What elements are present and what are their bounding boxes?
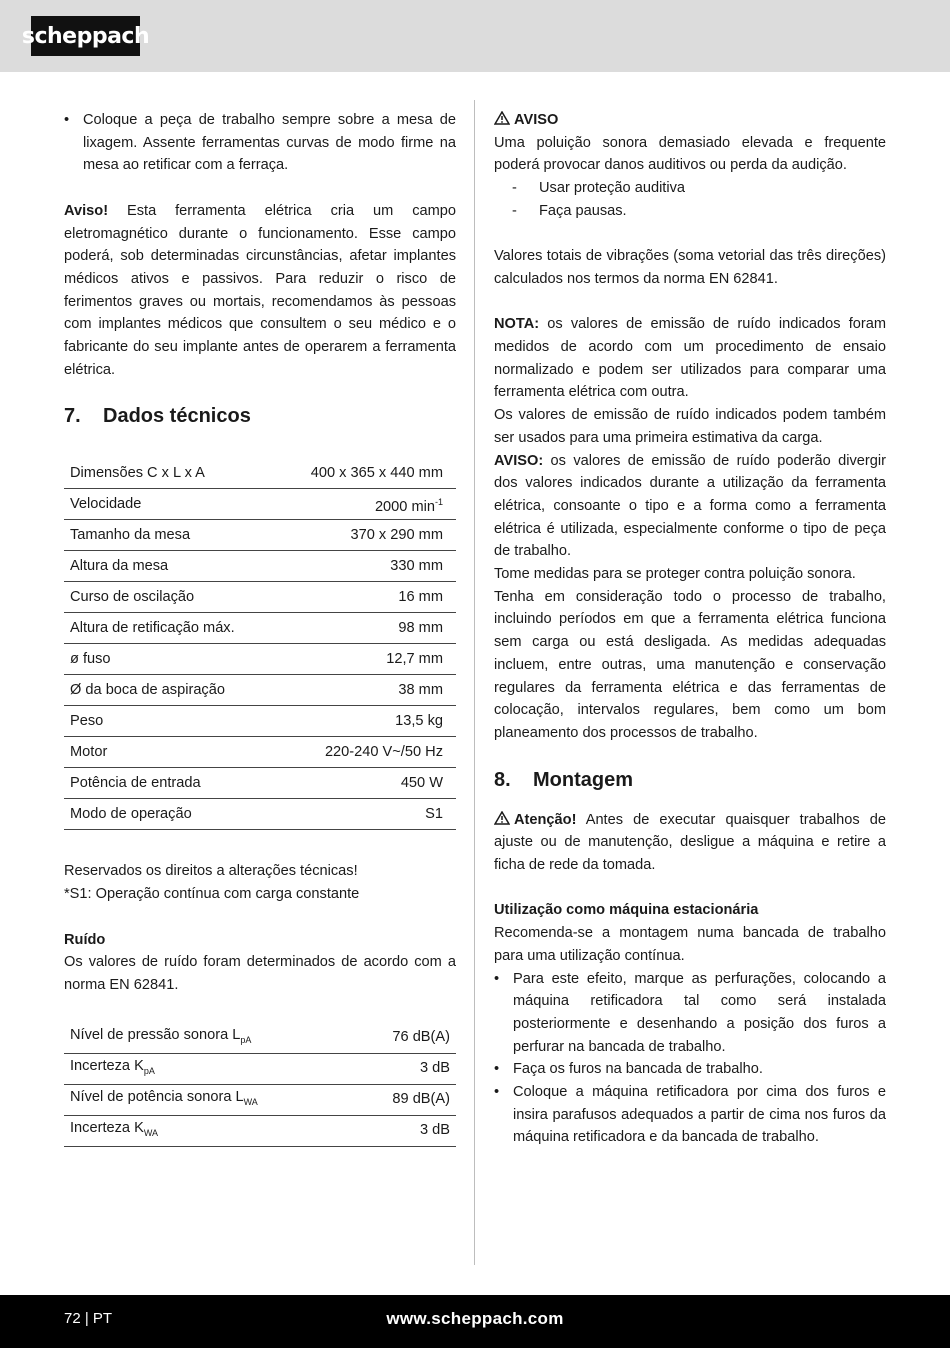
left-column (64, 109, 456, 1147)
table-row (64, 582, 456, 613)
list-item: • Faça os furos na bancada de trabalho. (494, 1058, 886, 1081)
row-value (275, 489, 456, 520)
label-text: Tamanho da mesa (70, 527, 191, 544)
section-heading-8 (494, 766, 886, 794)
table-row (64, 551, 456, 582)
atencao-label: Atenção! (514, 811, 577, 828)
value-superscript: -1 (434, 496, 443, 507)
aviso-heading-text: AVISO (514, 112, 559, 128)
stationary-heading-text: Utilização como máquina estacionária (494, 902, 759, 919)
nota-text: os valores de emissão de ruído indicados foram medidos de acordo com um procedimento de ensaio normalizado e podem ser utilizados para comparar uma ferramenta elétrica com outra. (494, 316, 886, 401)
row-label (64, 1053, 355, 1084)
row-value (275, 551, 456, 582)
label-text: Incerteza K (70, 1057, 144, 1074)
aviso-heading (494, 109, 886, 132)
row-label (64, 737, 275, 768)
noise-heading-text: Ruído (64, 931, 106, 948)
table-row (64, 520, 456, 551)
table-row (64, 1084, 456, 1115)
warning-triangle-icon (494, 811, 510, 825)
aviso-label: Aviso! (64, 202, 109, 219)
stationary-text: Recomenda-se a montagem numa bancada de trabalho para uma utilização contínua. (494, 925, 886, 964)
row-label (64, 644, 275, 675)
row-value (275, 582, 456, 613)
row-value (275, 706, 456, 737)
aviso2-text: os valores de emissão de ruído poderão divergir dos valores indicados durante a utilização da ferramenta elétrica, consoante o tipo e a forma como a ferramenta elétrica é utilizada, especialmente conforme o tipo de peça de trabalho. (494, 452, 886, 560)
value-text: 330 mm (390, 558, 443, 575)
process-text: Tenha em consideração todo o processo de trabalho, incluindo períodos em que a ferramenta elétrica funciona sem carga ou está desligada. As medidas adequadas incluem, entre outras, uma manutenção e conservação regulares da ferramenta elétrica e das ferramentas de colocação, intervalos regulares, bem como um bom planeamento dos processos de trabalho. (494, 588, 886, 741)
row-value (275, 768, 456, 799)
value-text: 89 dB(A) (392, 1091, 450, 1108)
row-label (64, 768, 275, 799)
nota-paragraph (494, 313, 886, 404)
value-text: 3 dB (419, 1060, 450, 1077)
s1-note: *S1: Operação contínua com carga constante (64, 886, 360, 903)
value-text: S1 (425, 806, 443, 823)
label-subscript: pA (143, 1065, 155, 1076)
label-text: Dimensões C x L x A (70, 465, 205, 482)
row-value (355, 1115, 456, 1146)
warning-triangle-icon (494, 111, 510, 125)
spec-table (64, 458, 456, 830)
value-text: 16 mm (398, 589, 443, 606)
reserved-note: Reservados os direitos a alterações técnicas! (64, 863, 358, 880)
row-value (355, 1023, 456, 1054)
value-text: 98 mm (398, 620, 443, 637)
header-band (0, 0, 950, 72)
row-label (64, 799, 275, 830)
row-value (275, 675, 456, 706)
table-row (64, 613, 456, 644)
value-text: 400 x 365 x 440 mm (310, 465, 443, 482)
list-item: • Coloque a peça de trabalho sempre sobre a mesa de lixagem. Assente ferramentas curvas de modo firme na mesa ao retificar com a ferraça. (64, 109, 456, 177)
table-row (64, 799, 456, 830)
vibration-text: Valores totais de vibrações (soma vetorial das três direções) calculados nos termos da norma EN 62841. (494, 248, 886, 287)
label-text: Modo de operação (70, 806, 192, 823)
nota-label: NOTA: (494, 316, 540, 333)
row-label (64, 675, 275, 706)
value-text: 370 x 290 mm (350, 527, 443, 544)
list-item: - Usar proteção auditiva (494, 177, 886, 200)
row-value (355, 1084, 456, 1115)
row-value (275, 799, 456, 830)
section-number: 8. (494, 768, 511, 791)
section-title: Dados técnicos (103, 405, 251, 428)
row-label (64, 1115, 355, 1146)
table-row (64, 737, 456, 768)
section-number: 7. (64, 405, 81, 428)
row-label (64, 520, 275, 551)
row-label (64, 1023, 355, 1054)
table-row (64, 768, 456, 799)
table-row (64, 489, 456, 520)
list-item: • Coloque a máquina retificadora por cima dos furos e insira parafusos adequados a partir de cima nos furos da máquina retificadora e da bancada de trabalho. (494, 1081, 886, 1149)
row-label (64, 551, 275, 582)
row-label (64, 458, 275, 489)
aviso2-label: AVISO: (494, 452, 544, 469)
section-title: Montagem (533, 768, 633, 791)
row-value (275, 737, 456, 768)
table-row (64, 458, 456, 489)
label-text: Velocidade (70, 496, 142, 513)
list-item: - Faça pausas. (494, 200, 886, 223)
table-row (64, 706, 456, 737)
row-value (275, 644, 456, 675)
emission-text: Os valores de emissão de ruído indicados podem também ser usados para uma primeira estimativa da carga. (494, 407, 886, 446)
workpiece-list (64, 109, 456, 177)
stationary-heading (494, 899, 886, 922)
label-text: Curso de oscilação (70, 589, 195, 606)
value-text: 2000 min (374, 498, 435, 515)
footer-band (0, 1295, 950, 1348)
value-text: 450 W (400, 775, 443, 792)
atencao-paragraph (494, 809, 886, 877)
table-row (64, 1115, 456, 1146)
aviso-list (494, 177, 886, 222)
aviso-text: Esta ferramenta elétrica cria um campo eletromagnético durante o funcionamento. Esse campo poderá, sob determinadas circunstâncias, afetar implantes médicos ativos e passivos. Para reduzir o risco de ferimentos graves ou mortais, recomendamos às pessoas com implantes médicos que consultem o seu médico e o fabricante do seu implante antes de operarem a ferramenta elétrica. (64, 202, 456, 378)
row-label (64, 489, 275, 520)
label-text: Nível de pressão sonora L (70, 1026, 241, 1043)
label-text: Incerteza K (70, 1119, 144, 1136)
atencao-text: Antes de executar quaisquer trabalhos de ajuste ou de manutenção, desligue a máquina e retire a ficha de rede da tomada. (494, 811, 886, 874)
label-text: Potência de entrada (70, 775, 201, 792)
row-value (275, 458, 456, 489)
page-number: 72 | PT (64, 1310, 113, 1327)
row-label (64, 613, 275, 644)
table-row (64, 1053, 456, 1084)
row-label (64, 706, 275, 737)
noise-table (64, 1023, 456, 1147)
label-subscript: WA (143, 1127, 158, 1138)
section-heading-7 (64, 402, 456, 430)
label-text: Motor (70, 744, 108, 761)
value-text: 13,5 kg (395, 713, 443, 730)
row-value (355, 1053, 456, 1084)
row-value (275, 613, 456, 644)
measures-text: Tome medidas para se proteger contra poluição sonora. (494, 566, 856, 583)
aviso2-paragraph (494, 450, 886, 564)
scheppach-logo: scheppach (31, 16, 140, 56)
label-text: Peso (70, 713, 104, 730)
aviso-text: Uma poluição sonora demasiado elevada e frequente poderá provocar danos auditivos ou perda da audição. (494, 134, 886, 174)
label-text: Altura de retificação máx. (70, 620, 235, 637)
label-text: ø fuso (70, 651, 111, 668)
value-text: 220-240 V~/50 Hz (324, 744, 443, 761)
label-text: Ø da boca de aspiração (70, 682, 225, 699)
label-text: Nível de potência sonora L (70, 1088, 244, 1105)
row-value (275, 520, 456, 551)
noise-text: Os valores de ruído foram determinados de acordo com a norma EN 62841. (64, 954, 456, 993)
label-subscript: pA (240, 1034, 252, 1045)
footer-url: www.scheppach.com (386, 1309, 564, 1328)
table-row (64, 644, 456, 675)
label-subscript: WA (243, 1096, 258, 1107)
right-column (494, 109, 886, 1149)
aviso-paragraph (64, 200, 456, 382)
value-text: 76 dB(A) (392, 1029, 450, 1046)
table-row (64, 675, 456, 706)
stationary-list (494, 968, 886, 1150)
label-text: Altura da mesa (70, 558, 169, 575)
column-divider (474, 100, 475, 1265)
value-text: 3 dB (419, 1122, 450, 1139)
list-item: • Para este efeito, marque as perfurações, colocando a máquina retificadora tal como será instalada posteriormente e desenhando a posição dos furos a perfurar na bancada de trabalho. (494, 968, 886, 1059)
row-label (64, 1084, 355, 1115)
value-text: 38 mm (398, 682, 443, 699)
value-text: 12,7 mm (386, 651, 443, 668)
row-label (64, 582, 275, 613)
table-row (64, 1023, 456, 1054)
noise-heading (64, 929, 456, 952)
